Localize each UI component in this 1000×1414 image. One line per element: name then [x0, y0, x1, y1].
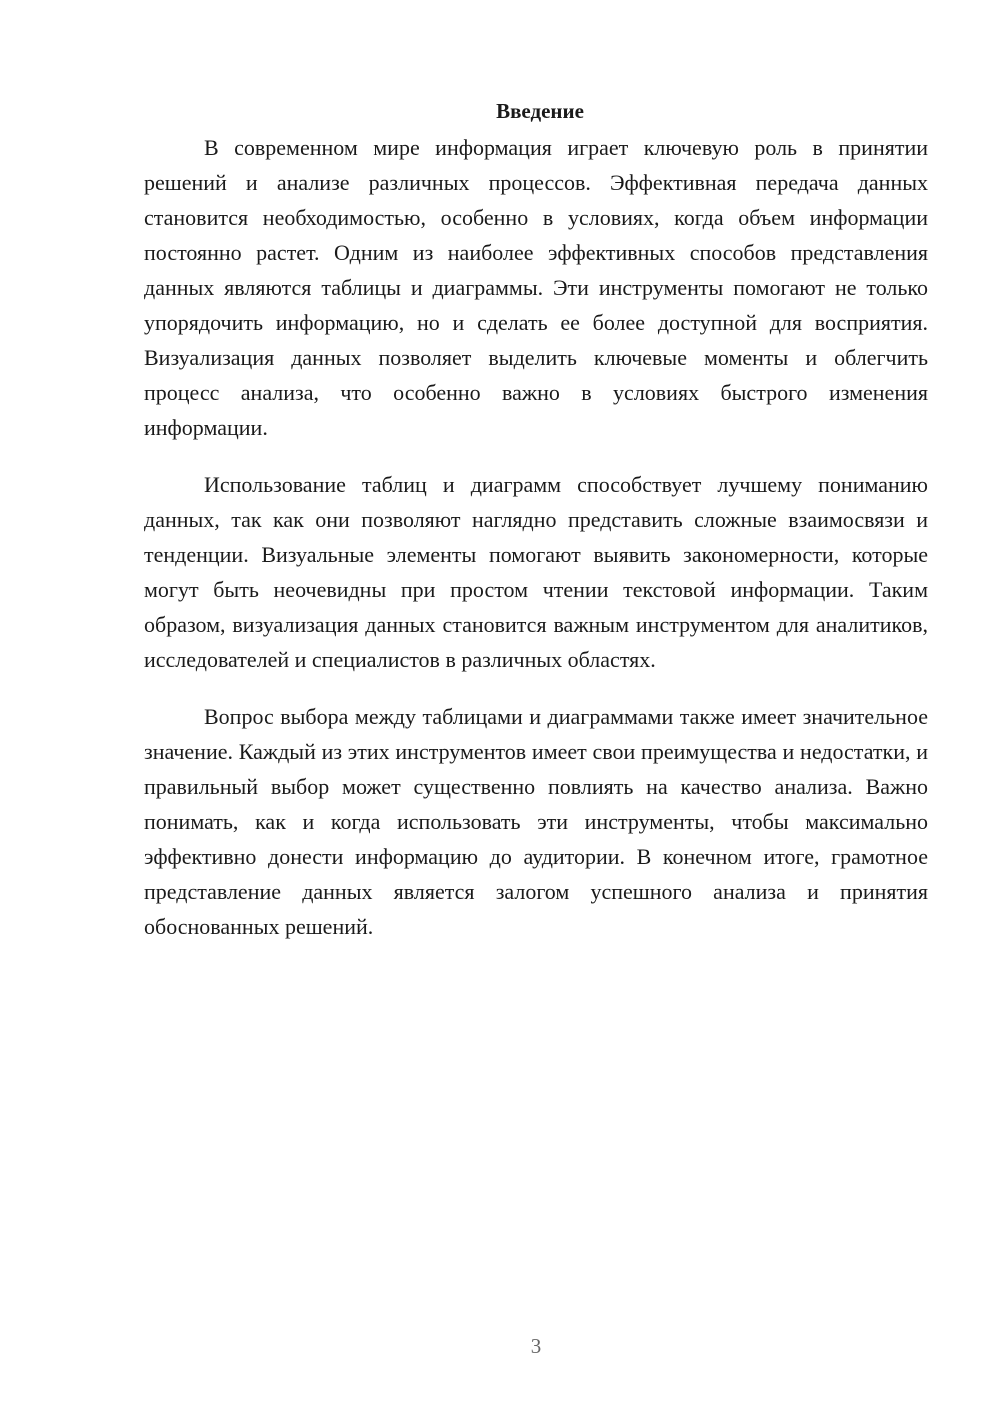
paragraph-3: Вопрос выбора между таблицами и диаграммами также имеет значительное значение. Каждый из этих инструментов имеет свои преимущества и недостатки, и правильный выбор может существенно повлиять на качество анализа. Важно понимать, как и когда использовать эти инструменты, чтобы максимально эффективно донести информацию до аудитории. В конечном итоге, грамотное представление данных является залогом успешного анализа и принятия обоснованных решений. [144, 704, 928, 939]
page-content [144, 96, 928, 944]
page-number: 3 [530, 1334, 542, 1358]
section-title: Введение [496, 99, 584, 123]
paragraph-2: Использование таблиц и диаграмм способствует лучшему пониманию данных, так как они позволяют наглядно представить сложные взаимосвязи и тенденции. Визуальные элементы помогают выявить закономерности, которые могут быть неочевидны при простом чтении текстовой информации. Таким образом, визуализация данных становится важным инструментом для аналитиков, исследователей и специалистов в различных областях. [144, 472, 928, 672]
paragraph-1: В современном мире информация играет ключевую роль в принятии решений и анализе различных процессов. Эффективная передача данных становится необходимостью, особенно в условиях, когда объем информации постоянно растет. Одним из наиболее эффективных способов представления данных являются таблицы и диаграммы. Эти инструменты помогают не только упорядочить информацию, но и сделать ее более доступной для восприятия. Визуализация данных позволяет выделить ключевые моменты и облегчить процесс анализа, что особенно важно в условиях быстрого изменения информации. [144, 135, 928, 440]
